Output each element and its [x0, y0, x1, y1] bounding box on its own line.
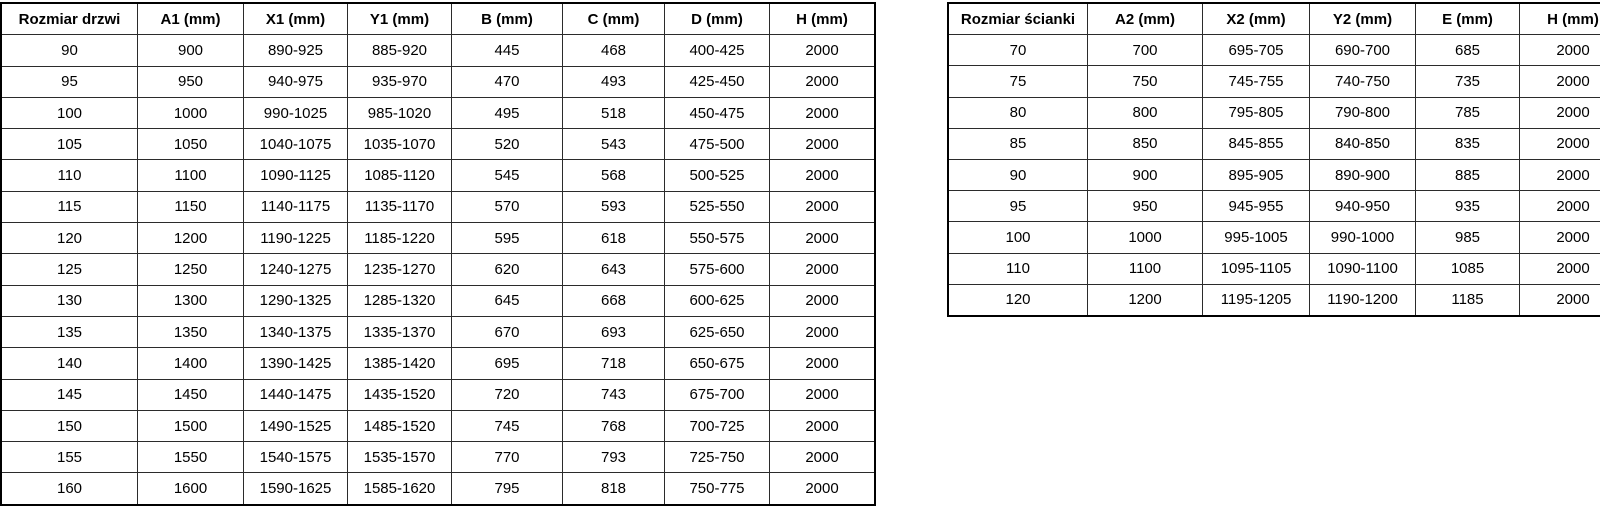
table-cell: 1095-1105	[1203, 253, 1310, 284]
table-cell: 468	[563, 35, 665, 66]
table-cell: 1440-1475	[244, 379, 348, 410]
table-cell: 1085-1120	[348, 160, 452, 191]
table-cell: 2000	[770, 348, 876, 379]
table-cell: 1350	[138, 316, 244, 347]
table-cell: 2000	[770, 191, 876, 222]
table-row	[948, 191, 1600, 222]
table-row	[1, 97, 875, 128]
table-cell: 95	[948, 191, 1088, 222]
table-cell: 2000	[770, 160, 876, 191]
table-cell: 818	[563, 473, 665, 505]
column-header: X2 (mm)	[1203, 3, 1310, 35]
table-cell: 990-1025	[244, 97, 348, 128]
table-cell: 725-750	[665, 442, 770, 473]
table-cell: 2000	[770, 410, 876, 441]
header-row	[1, 3, 875, 35]
table-cell: 800	[1088, 97, 1203, 128]
table-cell: 2000	[1520, 66, 1600, 97]
table-cell: 718	[563, 348, 665, 379]
table-cell: 895-905	[1203, 159, 1310, 190]
table-cell: 685	[1416, 35, 1520, 66]
table-cell: 90	[948, 159, 1088, 190]
table-row	[1, 66, 875, 97]
table-cell: 1290-1325	[244, 285, 348, 316]
column-header: X1 (mm)	[244, 3, 348, 35]
column-header: Y2 (mm)	[1310, 3, 1416, 35]
table-cell: 2000	[770, 223, 876, 254]
table-cell: 600-625	[665, 285, 770, 316]
table-cell: 985-1020	[348, 97, 452, 128]
table-cell: 2000	[770, 316, 876, 347]
table-cell: 668	[563, 285, 665, 316]
table-cell: 1090-1100	[1310, 253, 1416, 284]
table-cell: 1140-1175	[244, 191, 348, 222]
column-header: A1 (mm)	[138, 3, 244, 35]
table-row	[1, 191, 875, 222]
table-cell: 1240-1275	[244, 254, 348, 285]
table-cell: 450-475	[665, 97, 770, 128]
table-cell: 740-750	[1310, 66, 1416, 97]
table-cell: 1100	[138, 160, 244, 191]
table-cell: 110	[948, 253, 1088, 284]
table-cell: 2000	[770, 254, 876, 285]
column-header: D (mm)	[665, 3, 770, 35]
column-header: H (mm)	[1520, 3, 1600, 35]
table-cell: 570	[452, 191, 563, 222]
table-cell: 1590-1625	[244, 473, 348, 505]
table-row	[948, 159, 1600, 190]
table-cell: 1490-1525	[244, 410, 348, 441]
table-row	[1, 410, 875, 441]
table-cell: 1135-1170	[348, 191, 452, 222]
table-cell: 840-850	[1310, 128, 1416, 159]
table-cell: 935-970	[348, 66, 452, 97]
table-cell: 885	[1416, 159, 1520, 190]
table-cell: 745-755	[1203, 66, 1310, 97]
door-size-table	[0, 2, 876, 506]
column-header: Rozmiar ścianki	[948, 3, 1088, 35]
table-cell: 495	[452, 97, 563, 128]
table-cell: 695-705	[1203, 35, 1310, 66]
table-cell: 945-955	[1203, 191, 1310, 222]
table-cell: 625-650	[665, 316, 770, 347]
table-cell: 1035-1070	[348, 129, 452, 160]
table-cell: 543	[563, 129, 665, 160]
table-cell: 1000	[1088, 222, 1203, 253]
table-row	[948, 128, 1600, 159]
table-cell: 2000	[770, 129, 876, 160]
table-cell: 940-975	[244, 66, 348, 97]
table-cell: 110	[1, 160, 138, 191]
table-cell: 720	[452, 379, 563, 410]
table-cell: 550-575	[665, 223, 770, 254]
table-cell: 1550	[138, 442, 244, 473]
table-row	[1, 35, 875, 66]
table-cell: 890-925	[244, 35, 348, 66]
table-cell: 1000	[138, 97, 244, 128]
column-header: H (mm)	[770, 3, 876, 35]
column-header: E (mm)	[1416, 3, 1520, 35]
table-cell: 1450	[138, 379, 244, 410]
table-cell: 950	[138, 66, 244, 97]
table-cell: 400-425	[665, 35, 770, 66]
table-cell: 793	[563, 442, 665, 473]
table-cell: 935	[1416, 191, 1520, 222]
table-cell: 1185	[1416, 284, 1520, 316]
table-cell: 1300	[138, 285, 244, 316]
table-cell: 1500	[138, 410, 244, 441]
column-header: A2 (mm)	[1088, 3, 1203, 35]
table-row	[1, 316, 875, 347]
table-cell: 100	[1, 97, 138, 128]
table-cell: 518	[563, 97, 665, 128]
table-cell: 770	[452, 442, 563, 473]
table-row	[1, 473, 875, 505]
table-cell: 520	[452, 129, 563, 160]
table-cell: 1600	[138, 473, 244, 505]
table-cell: 743	[563, 379, 665, 410]
table-row	[1, 379, 875, 410]
table-cell: 618	[563, 223, 665, 254]
table-cell: 940-950	[1310, 191, 1416, 222]
table-cell: 1485-1520	[348, 410, 452, 441]
table-cell: 150	[1, 410, 138, 441]
table-cell: 1585-1620	[348, 473, 452, 505]
table-cell: 2000	[1520, 253, 1600, 284]
wall-size-table	[947, 2, 1600, 317]
table-cell: 493	[563, 66, 665, 97]
table-cell: 795-805	[1203, 97, 1310, 128]
table-cell: 160	[1, 473, 138, 505]
table-cell: 2000	[770, 473, 876, 505]
table-cell: 1100	[1088, 253, 1203, 284]
table-cell: 750	[1088, 66, 1203, 97]
table-cell: 1435-1520	[348, 379, 452, 410]
table-cell: 2000	[1520, 191, 1600, 222]
table-cell: 140	[1, 348, 138, 379]
table-row	[1, 348, 875, 379]
table-cell: 1340-1375	[244, 316, 348, 347]
table-cell: 1190-1225	[244, 223, 348, 254]
table-cell: 155	[1, 442, 138, 473]
table-cell: 2000	[770, 66, 876, 97]
table-cell: 1090-1125	[244, 160, 348, 191]
table-cell: 145	[1, 379, 138, 410]
table-cell: 1150	[138, 191, 244, 222]
table-cell: 2000	[770, 285, 876, 316]
table-cell: 95	[1, 66, 138, 97]
table-row	[1, 129, 875, 160]
table-cell: 120	[1, 223, 138, 254]
table-row	[948, 97, 1600, 128]
table-cell: 1040-1075	[244, 129, 348, 160]
table-cell: 675-700	[665, 379, 770, 410]
table-row	[948, 66, 1600, 97]
table-cell: 850	[1088, 128, 1203, 159]
table-cell: 575-600	[665, 254, 770, 285]
table-row	[948, 253, 1600, 284]
table-cell: 835	[1416, 128, 1520, 159]
table-row	[1, 285, 875, 316]
table-row	[1, 160, 875, 191]
table-cell: 620	[452, 254, 563, 285]
table-cell: 693	[563, 316, 665, 347]
table-cell: 690-700	[1310, 35, 1416, 66]
table-cell: 1185-1220	[348, 223, 452, 254]
table-cell: 700	[1088, 35, 1203, 66]
table-cell: 2000	[1520, 159, 1600, 190]
table-cell: 845-855	[1203, 128, 1310, 159]
table-cell: 120	[948, 284, 1088, 316]
table-cell: 500-525	[665, 160, 770, 191]
table-row	[1, 254, 875, 285]
table-cell: 2000	[1520, 97, 1600, 128]
table-cell: 900	[138, 35, 244, 66]
table-cell: 768	[563, 410, 665, 441]
table-cell: 125	[1, 254, 138, 285]
table-cell: 1385-1420	[348, 348, 452, 379]
table-cell: 2000	[770, 35, 876, 66]
table-cell: 70	[948, 35, 1088, 66]
table-cell: 1285-1320	[348, 285, 452, 316]
table-cell: 130	[1, 285, 138, 316]
table-cell: 885-920	[348, 35, 452, 66]
table-cell: 650-675	[665, 348, 770, 379]
table-cell: 645	[452, 285, 563, 316]
table-cell: 2000	[1520, 222, 1600, 253]
table-cell: 890-900	[1310, 159, 1416, 190]
table-cell: 735	[1416, 66, 1520, 97]
table-cell: 2000	[770, 379, 876, 410]
table-cell: 790-800	[1310, 97, 1416, 128]
column-header: B (mm)	[452, 3, 563, 35]
table-cell: 135	[1, 316, 138, 347]
table-row	[948, 35, 1600, 66]
table-cell: 1190-1200	[1310, 284, 1416, 316]
table-cell: 1200	[138, 223, 244, 254]
header-row	[948, 3, 1600, 35]
table-cell: 995-1005	[1203, 222, 1310, 253]
table-cell: 115	[1, 191, 138, 222]
table-cell: 1195-1205	[1203, 284, 1310, 316]
table-cell: 545	[452, 160, 563, 191]
table-cell: 75	[948, 66, 1088, 97]
table-cell: 1535-1570	[348, 442, 452, 473]
table-cell: 670	[452, 316, 563, 347]
table-cell: 1400	[138, 348, 244, 379]
table-cell: 2000	[1520, 128, 1600, 159]
table-cell: 2000	[770, 442, 876, 473]
table-cell: 85	[948, 128, 1088, 159]
table-cell: 785	[1416, 97, 1520, 128]
table-cell: 595	[452, 223, 563, 254]
table-cell: 90	[1, 35, 138, 66]
table-row	[1, 223, 875, 254]
table-cell: 745	[452, 410, 563, 441]
column-header: Y1 (mm)	[348, 3, 452, 35]
table-cell: 1390-1425	[244, 348, 348, 379]
table-cell: 1050	[138, 129, 244, 160]
table-cell: 445	[452, 35, 563, 66]
table-row	[1, 442, 875, 473]
table-cell: 2000	[1520, 35, 1600, 66]
table-cell: 1335-1370	[348, 316, 452, 347]
table-cell: 593	[563, 191, 665, 222]
table-cell: 950	[1088, 191, 1203, 222]
table-cell: 475-500	[665, 129, 770, 160]
table-cell: 643	[563, 254, 665, 285]
table-cell: 695	[452, 348, 563, 379]
table-cell: 1085	[1416, 253, 1520, 284]
column-header: Rozmiar drzwi	[1, 3, 138, 35]
table-cell: 1235-1270	[348, 254, 452, 285]
table-row	[948, 222, 1600, 253]
table-cell: 525-550	[665, 191, 770, 222]
table-cell: 2000	[1520, 284, 1600, 316]
table-cell: 795	[452, 473, 563, 505]
table-cell: 1250	[138, 254, 244, 285]
table-cell: 568	[563, 160, 665, 191]
table-cell: 470	[452, 66, 563, 97]
table-cell: 700-725	[665, 410, 770, 441]
table-cell: 105	[1, 129, 138, 160]
table-cell: 2000	[770, 97, 876, 128]
table-cell: 900	[1088, 159, 1203, 190]
table-cell: 750-775	[665, 473, 770, 505]
table-cell: 1200	[1088, 284, 1203, 316]
table-cell: 80	[948, 97, 1088, 128]
column-header: C (mm)	[563, 3, 665, 35]
table-cell: 990-1000	[1310, 222, 1416, 253]
table-cell: 100	[948, 222, 1088, 253]
table-cell: 1540-1575	[244, 442, 348, 473]
table-cell: 985	[1416, 222, 1520, 253]
table-row	[948, 284, 1600, 316]
table-cell: 425-450	[665, 66, 770, 97]
